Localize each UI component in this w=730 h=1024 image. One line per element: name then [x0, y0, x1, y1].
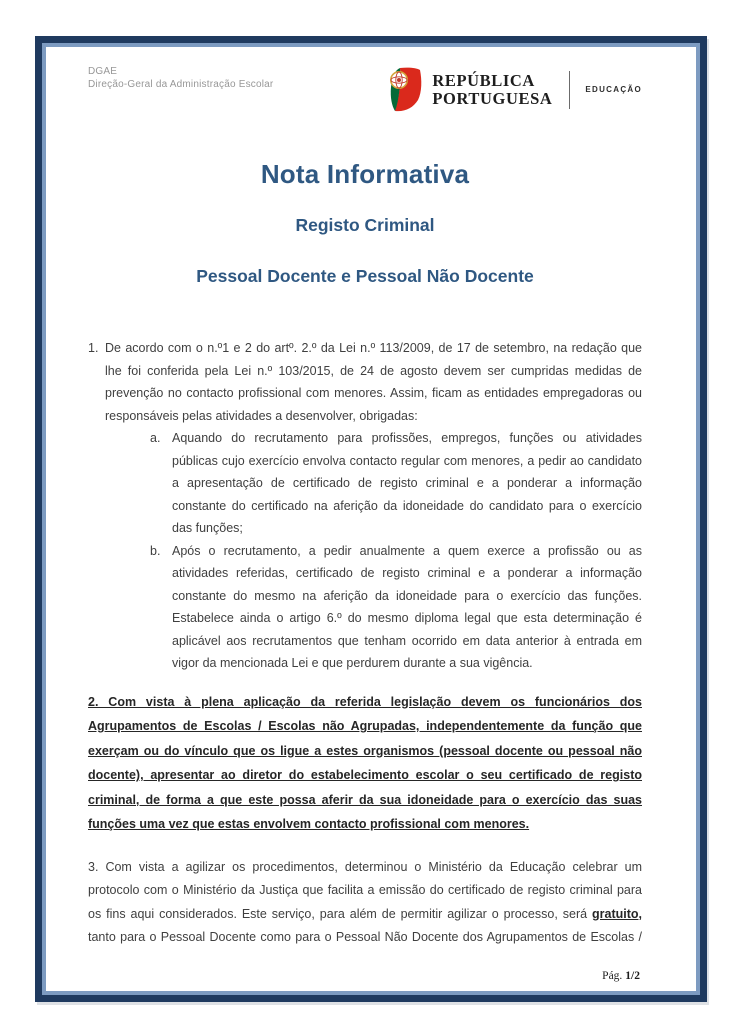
paragraph-2: 2. Com vista à plena aplicação da referida legislação devem os funcionários dos Agrupamentos de Escolas / Escolas não Agrupadas, independentemente da função que exerçam ou do vínculo que os ligue a estes organismos (pessoal docente ou pessoal não docente), apresentar ao diretor do estabelecimento escolar o seu certificado de registo criminal, de forma a que este possa aferir da sua idoneidade para o exercício das suas funções uma vez que estas envolvem contacto profissional com menores. — [88, 694, 642, 831]
page-inner-border — [42, 43, 700, 995]
list-item-a-marker: a. — [150, 431, 161, 445]
ministry-label: EDUCAÇÃO — [585, 84, 642, 94]
gratuito-highlight: gratuito, — [592, 906, 642, 921]
list-item-a — [150, 427, 642, 540]
list-item-b-text: Após o recrutamento, a pedir anualmente a quem exerce a profissão ou as atividades referidas, certificado de registo criminal e a ponderar a informação constante do mesmo na aferição da idoneidade para o exercício das funções. Estabelece ainda o artigo 6.º do mesmo diploma legal que esta determinação é aplicável aos recrutamentos que tenham ocorrido em data anterior à entrada em vigor da mencionada Lei e que perdurem durante a sua vigência. — [172, 543, 642, 670]
logo-line-portuguesa: PORTUGUESA — [432, 89, 553, 108]
page — [46, 47, 696, 991]
list-item-b-marker: b. — [150, 543, 161, 558]
org-name: Direção-Geral da Administração Escolar — [88, 79, 274, 90]
document-body — [88, 337, 642, 950]
subtitle-pessoal: Pessoal Docente e Pessoal Não Docente — [196, 266, 534, 286]
paragraph-1-number: 1. — [88, 341, 99, 355]
page-footer — [602, 970, 640, 982]
page-header — [88, 65, 642, 113]
logo-wordmark — [432, 72, 552, 108]
portugal-flag-icon — [387, 67, 423, 113]
list-item-b — [150, 540, 642, 675]
paragraph-1-text: De acordo com o n.º1 e 2 do artº. 2.º da Lei n.º 113/2009, de 17 de setembro, na redação que lhe foi conferida pela Lei n.º 103/2015, de 24 de agosto devem ser cumpridas medidas de prevenção no contacto profissional com menores. Assim, ficam as entidades empregadoras ou responsáveis pelas atividades a desenvolver, obrigadas: — [105, 341, 642, 423]
subtitle-registo-criminal: Registo Criminal — [295, 215, 435, 235]
paragraph-3-text-end: tanto para o Pessoal Docente como para o Pessoal Não Docente dos Agrupamentos de Escolas / — [88, 930, 642, 944]
republica-portuguesa-logo — [387, 67, 642, 113]
page-border-frame — [35, 36, 707, 1002]
paragraph-3 — [88, 856, 642, 950]
logo-divider — [569, 71, 570, 109]
list-item-a-text: Aquando do recrutamento para profissões, empregos, funções ou atividades públicas cujo exercício envolva contacto regular com menores, a pedir ao candidato a apresentação de certificado de registo criminal e a ponderar a informação constante do certificado na aferição da idoneidade do candidato para o exercício das funções; — [172, 431, 642, 535]
org-abbr: DGAE — [88, 66, 118, 77]
page-number-label: Pág. — [602, 970, 623, 982]
page-number-value: 1/2 — [625, 970, 640, 982]
title-block — [88, 159, 642, 287]
page-title: Nota Informativa — [260, 159, 470, 189]
paragraph-3-text-start: 3. Com vista a agilizar os procedimentos, determinou o Ministério da Educação celebrar um protocolo com o Ministério da Justiça que facilita a emissão do certificado de registo criminal para os fins aqui considerados. Este serviço, para além de permitir agilizar o processo, será — [88, 859, 642, 921]
logo-line-republica: REPÚBLICA — [432, 71, 535, 90]
org-identity — [88, 65, 273, 91]
paragraph-1 — [88, 337, 642, 427]
